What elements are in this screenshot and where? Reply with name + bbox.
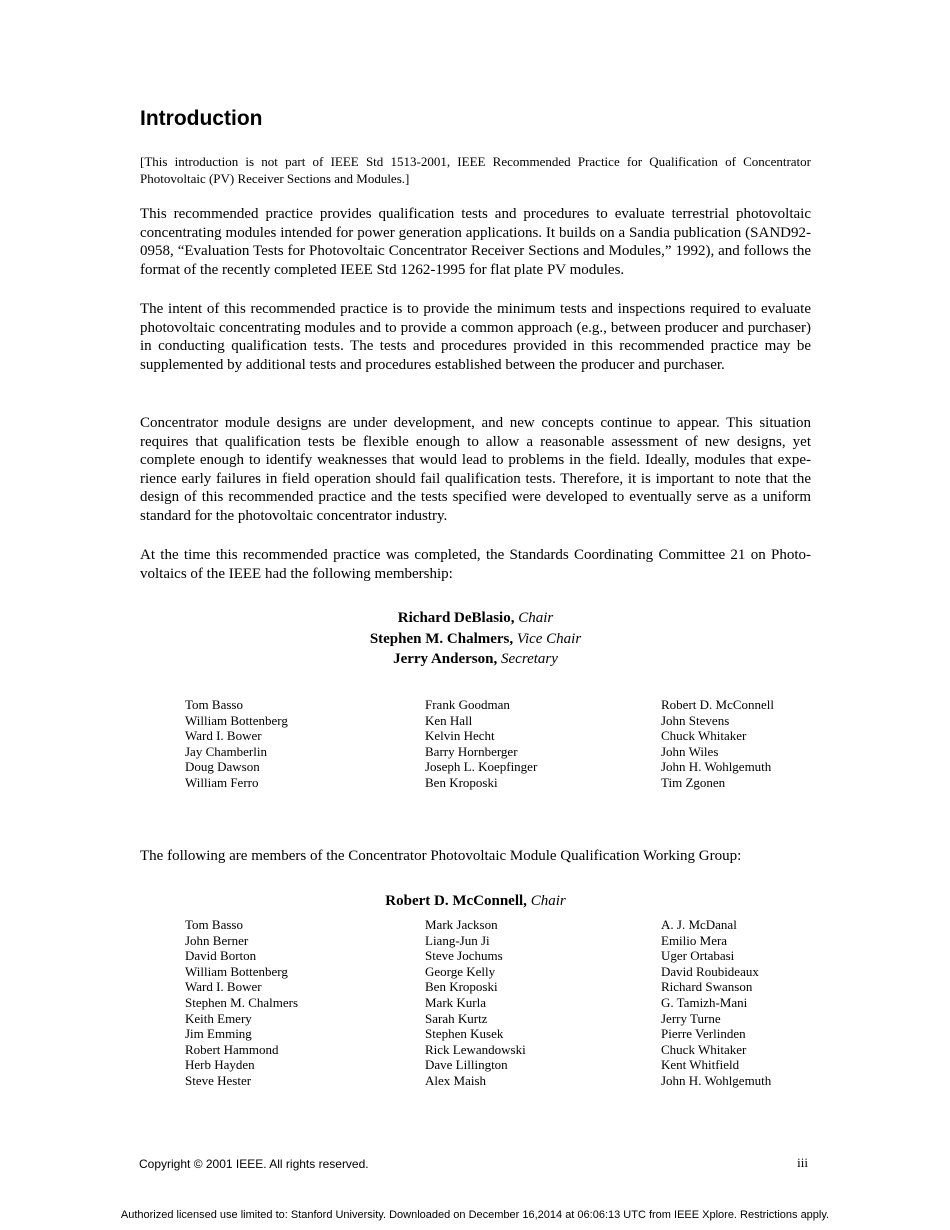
member-name: Liang-Jun Ji <box>425 932 490 948</box>
member-name: Tom Basso <box>185 697 243 712</box>
working-group-officers <box>140 891 811 912</box>
member-name: William Bottenberg <box>185 712 288 728</box>
member-name: Ward I. Bower <box>185 728 262 744</box>
member-name: Jim Emming <box>185 1026 252 1042</box>
member-name: Ward I. Bower <box>185 979 262 995</box>
page-title: Introduction <box>140 107 263 130</box>
member-name: Alex Maish <box>425 1072 487 1088</box>
member-name: John Stevens <box>661 712 730 728</box>
license-notice: Authorized licensed use limited to: Stanford University. Downloaded on December 16,2014 at 06:06:13 UTC from IEEE Xplore. Restrictions apply. <box>120 1209 830 1221</box>
member-name: G. Tamizh-Mani <box>661 994 748 1010</box>
member-column <box>185 917 298 1089</box>
officer-role: Secretary <box>501 651 558 667</box>
member-name: A. J. McDanal <box>661 917 737 932</box>
member-name: Tom Basso <box>185 917 243 932</box>
member-name: Ben Kroposki <box>425 774 498 790</box>
intro-note: [This introduction is not part of IEEE Std 1513-2001, IEEE Recommended Practice for Qualification of Concentrator Photovoltaic (PV) Receiver Sections and Modules.] <box>140 154 811 186</box>
working-group-intro: The following are members of the Concentrator Photovoltaic Module Qualification Working Group: <box>140 848 742 864</box>
officer-role: Vice Chair <box>516 630 582 647</box>
committee-chair <box>140 608 811 629</box>
member-column <box>425 697 537 791</box>
member-name: Stephen Kusek <box>425 1026 504 1042</box>
member-name: Kelvin Hecht <box>425 728 495 744</box>
member-name: George Kelly <box>425 963 496 979</box>
member-column <box>661 697 774 791</box>
page-number: iii <box>797 1155 808 1170</box>
member-name: John H. Wohlgemuth <box>661 759 772 775</box>
member-name: Ken Hall <box>425 712 473 728</box>
member-name: Ben Kroposki <box>425 979 498 995</box>
officer-role: Chair <box>530 893 566 909</box>
member-name: Robert Hammond <box>185 1041 279 1057</box>
paragraph-1: This recommended practice provides qualification tests and procedures to evaluate terrestrial photovoltaic concentrating modules intended for power generation applications. It builds on a Sandia publication (SAND92-0958, “Evaluation Tests for Photovoltaic Concentrator Receiver Sections and Modules,” 1992), and follows the format of the recently completed IEEE Std 1262-1995 for flat plate PV modules. <box>140 206 811 278</box>
member-name: Barry Hornberger <box>425 743 518 759</box>
member-name: David Borton <box>185 948 257 964</box>
member-name: Steve Hester <box>185 1072 252 1088</box>
member-name: Kent Whitfield <box>661 1057 740 1073</box>
committee-vice-chair <box>140 629 811 650</box>
member-name: Chuck Whitaker <box>661 728 747 744</box>
member-name: Herb Hayden <box>185 1057 255 1073</box>
member-name: Doug Dawson <box>185 759 260 775</box>
member-name: Robert D. McConnell <box>661 697 775 712</box>
member-name: Pierre Verlinden <box>661 1026 746 1042</box>
member-name: John Berner <box>185 932 249 948</box>
member-name: Mark Kurla <box>425 994 487 1010</box>
member-name: Tim Zgonen <box>661 774 726 790</box>
member-name: Richard Swanson <box>661 979 753 995</box>
member-name: Joseph L. Koepfinger <box>425 759 538 775</box>
committee-secretary <box>140 649 811 670</box>
member-column <box>425 917 526 1089</box>
member-name: Mark Jackson <box>425 917 498 932</box>
member-name: William Ferro <box>185 774 259 790</box>
officer-name: Stephen M. Chalmers, <box>369 630 514 647</box>
member-name: Keith Emery <box>185 1010 252 1026</box>
officer-name: Richard DeBlasio, <box>397 610 515 626</box>
copyright-notice: Copyright © 2001 IEEE. All rights reserved. <box>139 1157 369 1171</box>
member-name: Emilio Mera <box>661 932 728 948</box>
officer-role: Chair <box>518 610 554 626</box>
member-name: David Roubideaux <box>661 963 759 979</box>
member-name: Frank Goodman <box>425 697 510 712</box>
member-name: Rick Lewandowski <box>425 1041 526 1057</box>
member-name: Dave Lillington <box>425 1057 508 1073</box>
working-group-chair <box>140 891 811 912</box>
officer-name: Robert D. McConnell, <box>385 893 527 909</box>
paragraph-4: At the time this recommended practice was completed, the Standards Coordinating Committee 21 on Photovoltaics of the IEEE had the following membership: <box>140 547 811 582</box>
paragraph-2: The intent of this recommended practice is to provide the minimum tests and inspections required to evaluate photovoltaic concentrating modules and to provide a common approach (e.g., between producer and purchaser) in conducting qualification tests. The tests and procedures provided in this recommended practice may be supplemented by additional tests and procedures established between the producer and purchaser. <box>140 301 811 373</box>
member-name: Uger Ortabasi <box>661 948 735 964</box>
member-column <box>661 917 771 1089</box>
member-name: Steve Jochums <box>425 948 503 964</box>
member-column <box>185 697 288 791</box>
member-name: Sarah Kurtz <box>425 1010 488 1026</box>
officer-name: Jerry Anderson, <box>393 651 498 667</box>
paragraph-3: Concentrator module designs are under development, and new concepts continue to appear. This situation requires that qualification tests be flexible enough to allow a reasonable assessment of new designs, yet complete enough to identify weaknesses that would lead to problems in the field. Ideally, modules that experience early failures in field operation should fail qualification tests. Therefore, it is important to note that the design of this recommended practice and the tests specified were developed to eventually serve as a uniform standard for the photovoltaic concentrator industry. <box>140 415 811 524</box>
member-name: Jerry Turne <box>661 1010 721 1026</box>
member-name: Chuck Whitaker <box>661 1041 747 1057</box>
member-name: Stephen M. Chalmers <box>185 994 299 1010</box>
committee-officers <box>140 608 811 670</box>
member-name: William Bottenberg <box>185 963 288 979</box>
member-name: John Wiles <box>661 743 719 759</box>
member-name: Jay Chamberlin <box>185 743 267 759</box>
member-name: John H. Wohlgemuth <box>661 1072 772 1088</box>
